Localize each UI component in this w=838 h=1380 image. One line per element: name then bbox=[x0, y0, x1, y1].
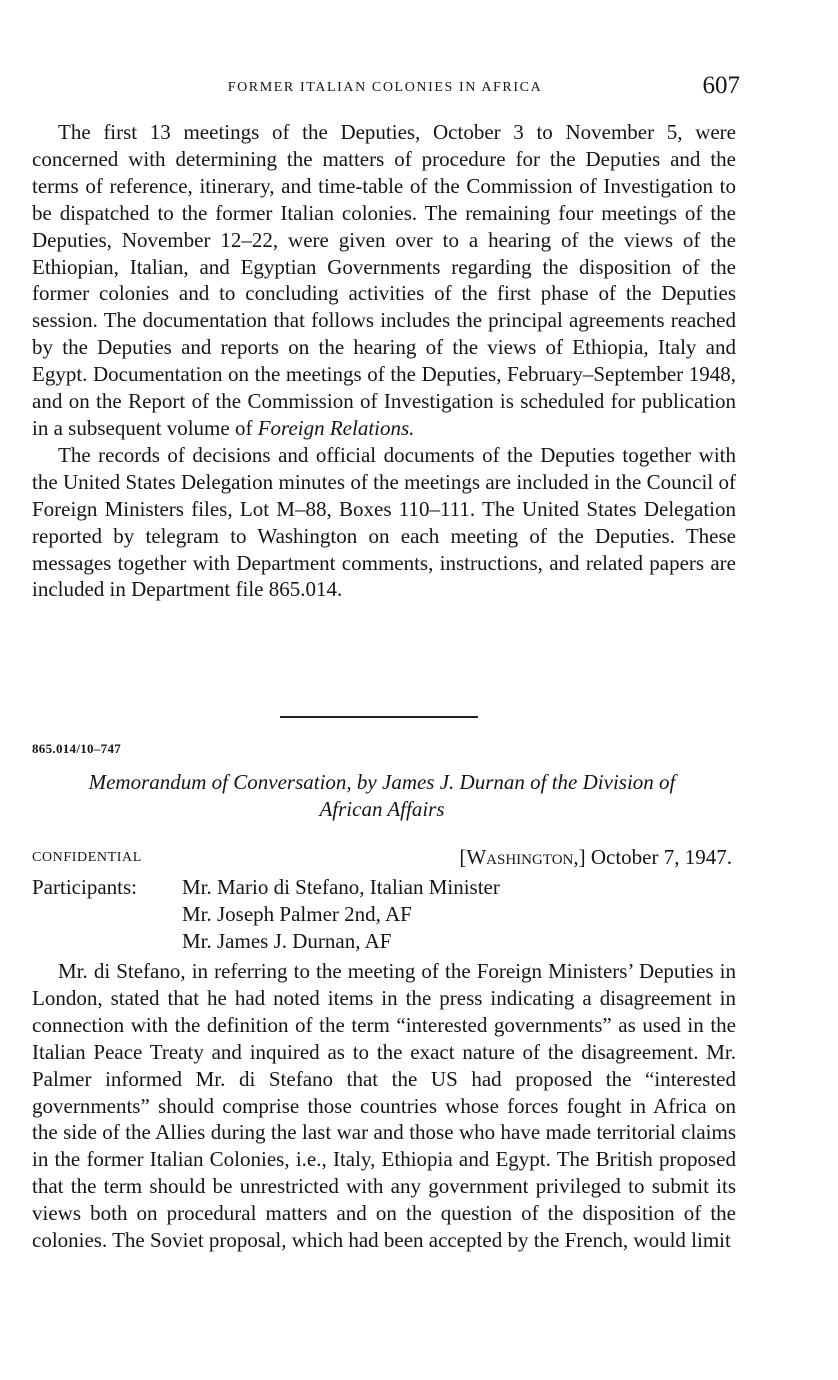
running-title: FORMER ITALIAN COLONIES IN AFRICA bbox=[227, 80, 543, 95]
editorial-paragraph-text: The first 13 meetings of the Deputies, October 3 to November 5, were concerned with determining the matters of procedure for the Deputies and the terms of reference, itinerary, and time-table of the Commission of Investigation to be dispatched to the former Italian colonies. The remaining four meetings of the Deputies, November 12–22, were given over to a hearing of the views of the Ethiopian, Italian, and Egyptian Governments regarding the disposition of the former colonies and to concluding activities of the first phase of the Deputies session. The documentation that follows includes the principal agreements reached by the Deputies and reports on the hearing of the views of Ethiopia, Italy and Egypt. Documentation on the meetings of the Deputies, February–September 1948, and on the Report of the Commission of Investigation is scheduled for publication in a subsequent volume of bbox=[32, 120, 736, 440]
document-title-line: African Affairs bbox=[319, 797, 445, 821]
editorial-note bbox=[32, 119, 736, 603]
dateline bbox=[459, 845, 732, 870]
dateline-place: [Washington,] bbox=[459, 845, 586, 869]
participant-names bbox=[182, 874, 500, 955]
running-head bbox=[30, 72, 740, 106]
document-title bbox=[32, 769, 732, 823]
participant-name: Mr. James J. Durnan, AF bbox=[182, 929, 392, 953]
section-divider bbox=[280, 716, 478, 718]
classification-label: CONFIDENTIAL bbox=[32, 850, 142, 865]
editorial-paragraph bbox=[32, 119, 736, 442]
participant-name: Mr. Mario di Stefano, Italian Minister bbox=[182, 875, 500, 899]
page-number: 607 bbox=[702, 72, 740, 99]
document-title-line: Memorandum of Conversation, by James J. Durnan of the Division of bbox=[88, 770, 676, 794]
publication-title: Foreign Relations. bbox=[257, 415, 415, 440]
participant-name: Mr. Joseph Palmer 2nd, AF bbox=[182, 902, 412, 926]
memorandum-paragraph: Mr. di Stefano, in referring to the meeting of the Foreign Ministers’ Deputies in London, stated that he had noted items in the press indicating a disagreement in connection with the definition of the term “interested governments” as used in the Italian Peace Treaty and inquired as to the exact nature of the disagreement. Mr. Palmer informed Mr. di Stefano that the US had proposed the “interested governments” should comprise those countries whose forces fought in Africa on the side of the Allies during the last war and those who have made territorial claims in the former Italian Colonies, i.e., Italy, Ethiopia and Egypt. The British proposed that the term should be unrestricted with any government privileged to submit its views both on procedural matters and on the question of the disposition of the colonies. The Soviet proposal, which had been accepted by the French, would limit bbox=[32, 959, 736, 1253]
editorial-paragraph: The records of decisions and official documents of the Deputies together with the United States Delegation minutes of the meetings are included in the Council of Foreign Ministers files, Lot M–88, Boxes 110–111. The United States Delegation reported by telegram to Washington on each meeting of the Deputies. These messages together with Department comments, instructions, and related papers are included in Department file 865.014. bbox=[32, 442, 736, 602]
file-number: 865.014/10–747 bbox=[32, 741, 122, 756]
participants-label: Participants: bbox=[32, 875, 137, 899]
dateline-date: October 7, 1947. bbox=[590, 845, 732, 869]
memorandum-body bbox=[32, 958, 736, 1254]
